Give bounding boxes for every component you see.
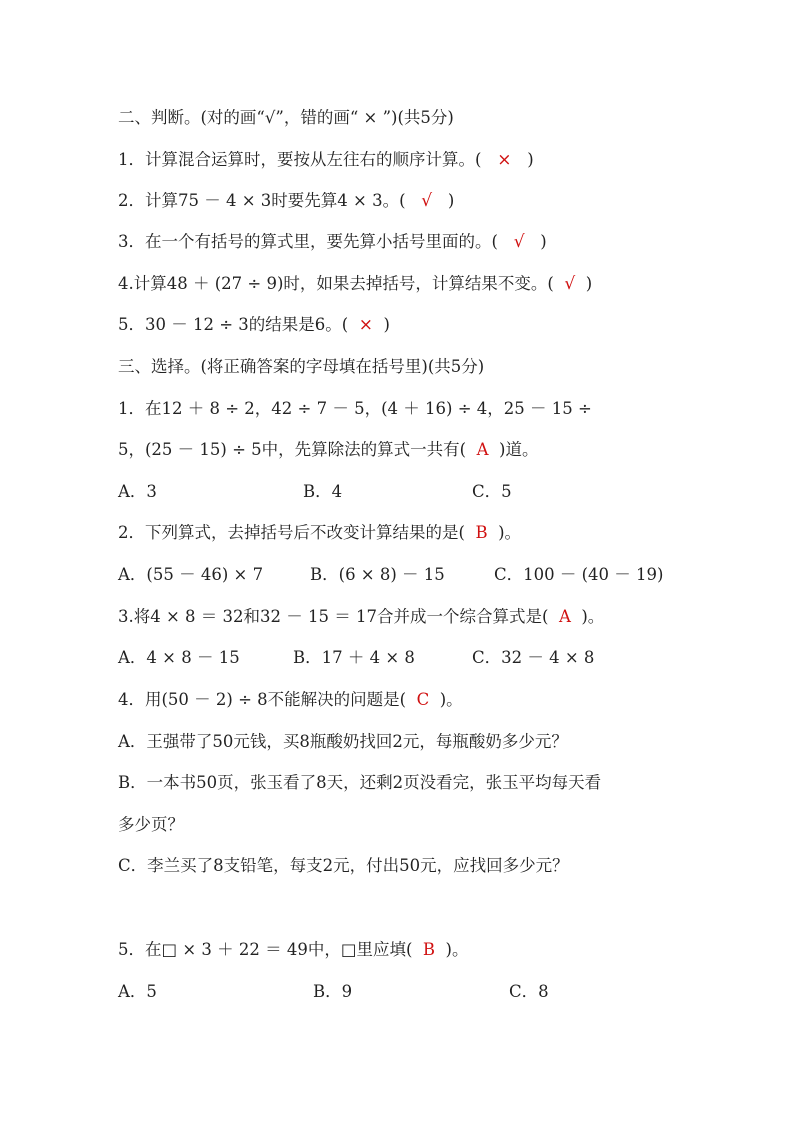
- choice-question-3-option-c: C．32 － 4 × 8: [472, 648, 595, 667]
- choice-question-1-option-a: A．3: [118, 482, 157, 501]
- close-paren: ): [527, 150, 534, 169]
- choice-question-3-option-a: A．4 × 8 － 15: [118, 648, 240, 667]
- choice-question-4-option-b-line2: 多少页？: [118, 815, 184, 834]
- choice-question-4-option-a: A．王强带了50元钱，买8瓶酸奶找回2元，每瓶酸奶多少元？: [118, 732, 568, 751]
- choice-question-2-option-c: C．100 － (40 － 19): [494, 565, 664, 584]
- judge-question-5: [118, 314, 390, 336]
- choice-question-2-option-a: A．(55 － 46) × 7: [118, 565, 264, 584]
- close-paren: ): [540, 232, 547, 251]
- choice-question-5-option-b: B．9: [313, 982, 353, 1001]
- choice-question-3: [118, 606, 604, 628]
- close-paren: ): [383, 315, 390, 334]
- judge-question-2: [118, 190, 454, 212]
- answer-letter: C: [416, 690, 430, 709]
- close-paren: ): [447, 191, 455, 210]
- answer-letter: A: [476, 440, 489, 459]
- question-text: 1．计算混合运算时，要按从左往右的顺序计算。(: [118, 150, 482, 169]
- choice-question-4-option-b-line1: B．一本书50页，张玉看了8天，还剩2页没看完，张玉平均每天看: [118, 773, 602, 792]
- answer-mark: √: [564, 274, 576, 294]
- choice-question-5-option-a: A．5: [118, 982, 157, 1001]
- choice-question-2-option-b: B．(6 × 8) － 15: [310, 565, 445, 584]
- question-text: 5，(25 － 15) ÷ 5中，先算除法的算式一共有(: [118, 440, 467, 459]
- section-3-heading: 三、选择。(将正确答案的字母填在括号里)(共5分): [118, 357, 485, 376]
- answer-letter: A: [558, 607, 571, 626]
- close-paren: ): [585, 274, 593, 293]
- question-text: 5．30 － 12 ÷ 3的结果是6。(: [118, 315, 349, 334]
- question-text: 5．在□ × 3 ＋ 22 ＝ 49中，□里应填(: [118, 940, 413, 959]
- question-text: 3.将4 × 8 ＝ 32和32 － 15 ＝ 17合并成一个综合算式是(: [118, 607, 549, 626]
- question-text: 3．在一个有括号的算式里，要先算小括号里面的。(: [118, 232, 498, 251]
- choice-question-1-option-b: B．4: [303, 482, 343, 501]
- answer-mark: ×: [358, 315, 373, 335]
- question-text: 4．用(50 － 2) ÷ 8不能解决的问题是(: [118, 690, 407, 709]
- choice-question-3-option-b: B．17 ＋ 4 × 8: [293, 648, 415, 667]
- close-paren: )。: [439, 690, 463, 709]
- close-paren: )。: [498, 523, 522, 542]
- question-text: 2．计算75 － 4 × 3时要先算4 × 3。(: [118, 191, 406, 210]
- section-2-heading: 二、判断。(对的画“√”，错的画“ × ”)(共5分): [118, 108, 454, 127]
- judge-question-3: [118, 231, 547, 253]
- judge-question-1: [118, 149, 534, 171]
- answer-mark: √: [421, 191, 433, 211]
- answer-mark: ×: [497, 150, 512, 170]
- choice-question-1-line1: 1．在12 ＋ 8 ÷ 2，42 ÷ 7 － 5，(4 ＋ 16) ÷ 4，25 － 15 ÷: [118, 399, 592, 418]
- choice-question-4-option-c: C．李兰买了8支铅笔，每支2元，付出50元，应找回多少元？: [118, 856, 569, 875]
- answer-mark: √: [513, 232, 525, 252]
- close-paren: )。: [445, 940, 469, 959]
- close-paren: )。: [581, 607, 605, 626]
- choice-question-5-option-c: C．8: [509, 982, 549, 1001]
- close-paren: )道。: [499, 440, 539, 459]
- question-text: 4.计算48 ＋ (27 ÷ 9)时，如果去掉括号，计算结果不变。(: [118, 274, 554, 293]
- choice-question-2: [118, 522, 521, 544]
- choice-question-1-line2: [118, 439, 538, 461]
- choice-question-1-option-c: C．5: [472, 482, 512, 501]
- choice-question-4: [118, 689, 463, 711]
- answer-letter: B: [422, 940, 436, 959]
- choice-question-5: [118, 939, 468, 961]
- judge-question-4: [118, 273, 592, 295]
- question-text: 2．下列算式，去掉括号后不改变计算结果的是(: [118, 523, 465, 542]
- answer-letter: B: [475, 523, 488, 542]
